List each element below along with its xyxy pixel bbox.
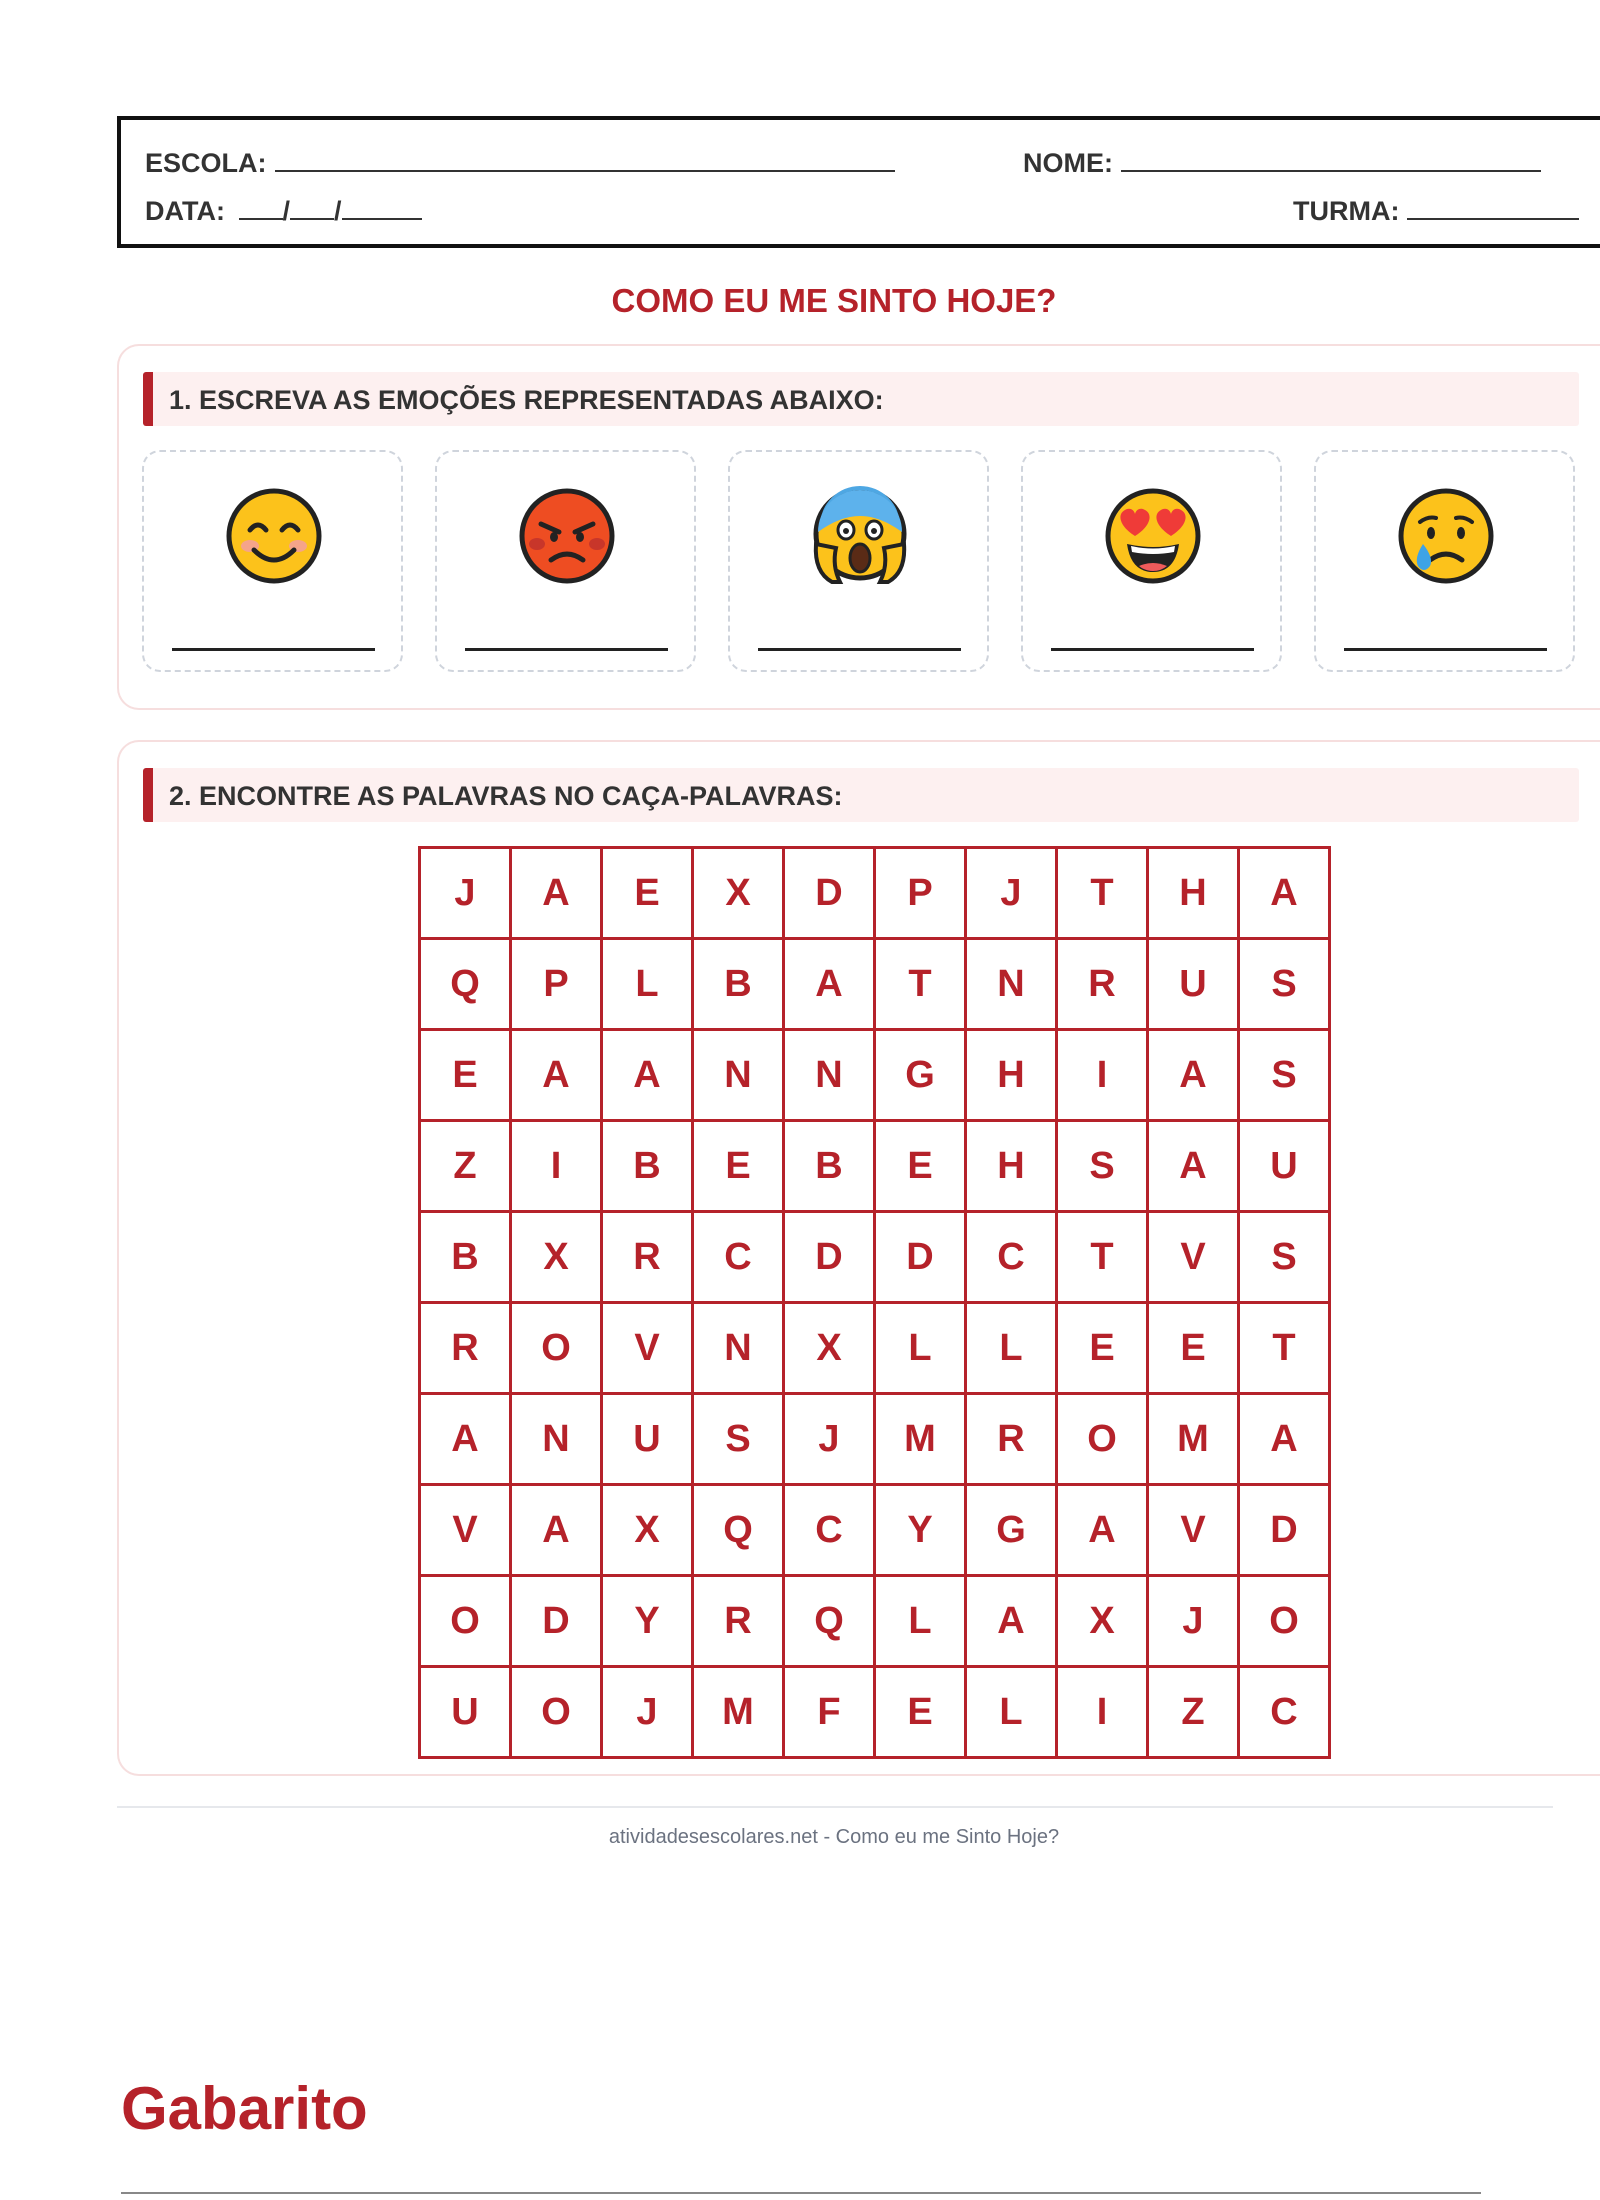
grid-cell[interactable]: C xyxy=(1239,1667,1330,1758)
grid-cell[interactable]: X xyxy=(511,1212,602,1303)
grid-cell[interactable]: Z xyxy=(420,1121,511,1212)
grid-cell[interactable]: E xyxy=(875,1667,966,1758)
grid-cell[interactable]: Q xyxy=(693,1485,784,1576)
grid-cell[interactable]: Y xyxy=(875,1485,966,1576)
grid-cell[interactable]: S xyxy=(1057,1121,1148,1212)
grid-cell[interactable]: L xyxy=(875,1576,966,1667)
grid-cell[interactable]: J xyxy=(420,848,511,939)
grid-cell[interactable]: A xyxy=(511,1030,602,1121)
answer-key-title: Gabarito xyxy=(121,2075,368,2142)
grid-cell[interactable]: A xyxy=(1148,1030,1239,1121)
grid-cell[interactable]: S xyxy=(1239,1030,1330,1121)
grid-cell[interactable]: H xyxy=(1148,848,1239,939)
grid-cell[interactable]: A xyxy=(511,848,602,939)
grid-cell[interactable]: X xyxy=(602,1485,693,1576)
grid-cell[interactable]: Y xyxy=(602,1576,693,1667)
grid-cell[interactable]: M xyxy=(1148,1394,1239,1485)
grid-cell[interactable]: E xyxy=(602,848,693,939)
grid-cell[interactable]: O xyxy=(1057,1394,1148,1485)
date-month-blank[interactable] xyxy=(290,196,334,220)
grid-cell[interactable]: A xyxy=(511,1485,602,1576)
date-year-blank[interactable] xyxy=(342,196,422,220)
grid-cell[interactable]: S xyxy=(693,1394,784,1485)
grid-row xyxy=(420,1576,1330,1667)
footer-divider xyxy=(117,1806,1553,1808)
grid-cell[interactable]: N xyxy=(511,1394,602,1485)
grid-cell[interactable]: O xyxy=(511,1667,602,1758)
grid-cell[interactable]: Z xyxy=(1148,1667,1239,1758)
grid-cell[interactable]: U xyxy=(420,1667,511,1758)
grid-cell[interactable]: I xyxy=(511,1121,602,1212)
grid-cell[interactable]: U xyxy=(1239,1121,1330,1212)
grid-cell[interactable]: V xyxy=(1148,1212,1239,1303)
angry-face-icon xyxy=(517,486,617,586)
grid-cell[interactable]: J xyxy=(784,1394,875,1485)
grid-cell[interactable]: M xyxy=(875,1394,966,1485)
date-separator: / xyxy=(282,196,291,226)
grid-cell[interactable]: L xyxy=(966,1667,1057,1758)
grid-cell[interactable]: E xyxy=(420,1030,511,1121)
grid-cell[interactable]: A xyxy=(1239,848,1330,939)
grid-cell[interactable]: B xyxy=(602,1121,693,1212)
grid-cell[interactable]: B xyxy=(420,1212,511,1303)
grid-cell[interactable]: A xyxy=(420,1394,511,1485)
date-day-blank[interactable] xyxy=(239,196,283,220)
grid-cell[interactable]: A xyxy=(784,939,875,1030)
grid-cell[interactable]: E xyxy=(1057,1303,1148,1394)
school-label: ESCOLA: xyxy=(145,148,267,178)
grid-cell[interactable]: D xyxy=(511,1576,602,1667)
grid-cell[interactable]: U xyxy=(1148,939,1239,1030)
grid-cell[interactable]: M xyxy=(693,1667,784,1758)
grid-cell[interactable]: C xyxy=(784,1485,875,1576)
grid-cell[interactable]: S xyxy=(1239,939,1330,1030)
grid-cell[interactable]: B xyxy=(784,1121,875,1212)
answer-line[interactable] xyxy=(758,648,961,651)
grid-cell[interactable]: E xyxy=(1148,1303,1239,1394)
grid-cell[interactable]: O xyxy=(511,1303,602,1394)
footer-credit: atividadesescolares.net - Como eu me Sinto Hoje? xyxy=(608,1826,1060,1848)
date-separator: / xyxy=(334,196,342,226)
grid-row xyxy=(420,1485,1330,1576)
grid-cell[interactable]: C xyxy=(966,1212,1057,1303)
date-label: DATA: xyxy=(145,196,225,226)
class-blank[interactable] xyxy=(1407,196,1579,220)
emotion-card xyxy=(1021,450,1282,672)
grid-cell[interactable]: J xyxy=(602,1667,693,1758)
word-search-heading-text: 2. ENCONTRE AS PALAVRAS NO CAÇA-PALAVRAS: xyxy=(169,781,843,811)
grid-cell[interactable]: X xyxy=(693,848,784,939)
grid-cell[interactable]: D xyxy=(1239,1485,1330,1576)
grid-cell[interactable]: V xyxy=(420,1485,511,1576)
grid-cell[interactable]: B xyxy=(693,939,784,1030)
grid-row xyxy=(420,939,1330,1030)
student-info-box xyxy=(117,116,1600,248)
grid-cell[interactable]: O xyxy=(1239,1576,1330,1667)
crying-face-icon xyxy=(1396,486,1496,586)
emotions-heading-text: 1. ESCREVA AS EMOÇÕES REPRESENTADAS ABAIXO: xyxy=(169,385,884,415)
grid-cell[interactable]: X xyxy=(784,1303,875,1394)
grid-cell[interactable]: C xyxy=(693,1212,784,1303)
answer-line[interactable] xyxy=(465,648,668,651)
grid-row xyxy=(420,1030,1330,1121)
school-field[interactable] xyxy=(145,148,895,179)
grid-cell[interactable]: N xyxy=(784,1030,875,1121)
grid-row xyxy=(420,1212,1330,1303)
school-blank[interactable] xyxy=(275,148,895,172)
grid-cell[interactable]: R xyxy=(602,1212,693,1303)
grid-cell[interactable]: R xyxy=(420,1303,511,1394)
grid-cell[interactable]: E xyxy=(693,1121,784,1212)
grid-cell[interactable]: T xyxy=(1057,1212,1148,1303)
answer-line[interactable] xyxy=(172,648,375,651)
emotion-card xyxy=(1314,450,1575,672)
grid-cell[interactable]: F xyxy=(784,1667,875,1758)
grid-row xyxy=(420,1121,1330,1212)
name-blank[interactable] xyxy=(1121,148,1541,172)
grid-cell[interactable]: A xyxy=(602,1030,693,1121)
grid-cell[interactable]: Q xyxy=(784,1576,875,1667)
grid-cell[interactable]: X xyxy=(1057,1576,1148,1667)
smiling-face-icon xyxy=(224,486,324,586)
grid-cell[interactable]: A xyxy=(1148,1121,1239,1212)
grid-cell[interactable]: G xyxy=(966,1485,1057,1576)
grid-cell[interactable]: S xyxy=(1239,1212,1330,1303)
grid-row xyxy=(420,848,1330,939)
grid-cell[interactable]: O xyxy=(420,1576,511,1667)
grid-cell[interactable]: E xyxy=(875,1121,966,1212)
grid-cell[interactable]: R xyxy=(1057,939,1148,1030)
screaming-face-icon xyxy=(810,486,910,586)
emotions-section-heading xyxy=(143,372,1579,426)
grid-cell[interactable]: J xyxy=(1148,1576,1239,1667)
name-label: NOME: xyxy=(1023,148,1113,178)
word-search-section-heading xyxy=(143,768,1579,822)
grid-cell[interactable]: I xyxy=(1057,1030,1148,1121)
grid-cell[interactable]: T xyxy=(1057,848,1148,939)
heart-eyes-face-icon xyxy=(1103,486,1203,586)
grid-cell[interactable]: L xyxy=(602,939,693,1030)
answer-line[interactable] xyxy=(1344,648,1547,651)
answer-key-divider xyxy=(121,2192,1481,2194)
emotion-card xyxy=(142,450,403,672)
grid-cell[interactable]: V xyxy=(602,1303,693,1394)
grid-cell[interactable]: Q xyxy=(420,939,511,1030)
grid-cell[interactable]: J xyxy=(966,848,1057,939)
grid-cell[interactable]: N xyxy=(693,1030,784,1121)
grid-cell[interactable]: A xyxy=(966,1576,1057,1667)
grid-cell[interactable]: H xyxy=(966,1121,1057,1212)
class-field[interactable] xyxy=(1293,196,1579,227)
grid-cell[interactable]: T xyxy=(875,939,966,1030)
grid-row xyxy=(420,1394,1330,1485)
class-label: TURMA: xyxy=(1293,196,1400,226)
name-field[interactable] xyxy=(1023,148,1541,179)
answer-line[interactable] xyxy=(1051,648,1254,651)
grid-cell[interactable]: V xyxy=(1148,1485,1239,1576)
grid-cell[interactable]: U xyxy=(602,1394,693,1485)
grid-cell[interactable]: H xyxy=(966,1030,1057,1121)
grid-cell[interactable]: N xyxy=(693,1303,784,1394)
grid-row xyxy=(420,1667,1330,1758)
date-field[interactable] xyxy=(145,196,422,227)
emotion-card xyxy=(435,450,696,672)
emotion-card xyxy=(728,450,989,672)
grid-cell[interactable]: D xyxy=(784,848,875,939)
grid-cell[interactable]: G xyxy=(875,1030,966,1121)
grid-cell[interactable]: A xyxy=(1239,1394,1330,1485)
word-search-grid xyxy=(418,846,1331,1759)
grid-cell[interactable]: T xyxy=(1239,1303,1330,1394)
grid-cell[interactable]: R xyxy=(966,1394,1057,1485)
grid-cell[interactable]: P xyxy=(511,939,602,1030)
grid-cell[interactable]: L xyxy=(966,1303,1057,1394)
grid-row xyxy=(420,1303,1330,1394)
grid-cell[interactable]: I xyxy=(1057,1667,1148,1758)
grid-cell[interactable]: L xyxy=(875,1303,966,1394)
grid-cell[interactable]: N xyxy=(966,939,1057,1030)
grid-cell[interactable]: P xyxy=(875,848,966,939)
grid-cell[interactable]: R xyxy=(693,1576,784,1667)
grid-cell[interactable]: D xyxy=(784,1212,875,1303)
page-title: COMO EU ME SINTO HOJE? xyxy=(611,282,1057,319)
grid-cell[interactable]: D xyxy=(875,1212,966,1303)
grid-cell[interactable]: A xyxy=(1057,1485,1148,1576)
